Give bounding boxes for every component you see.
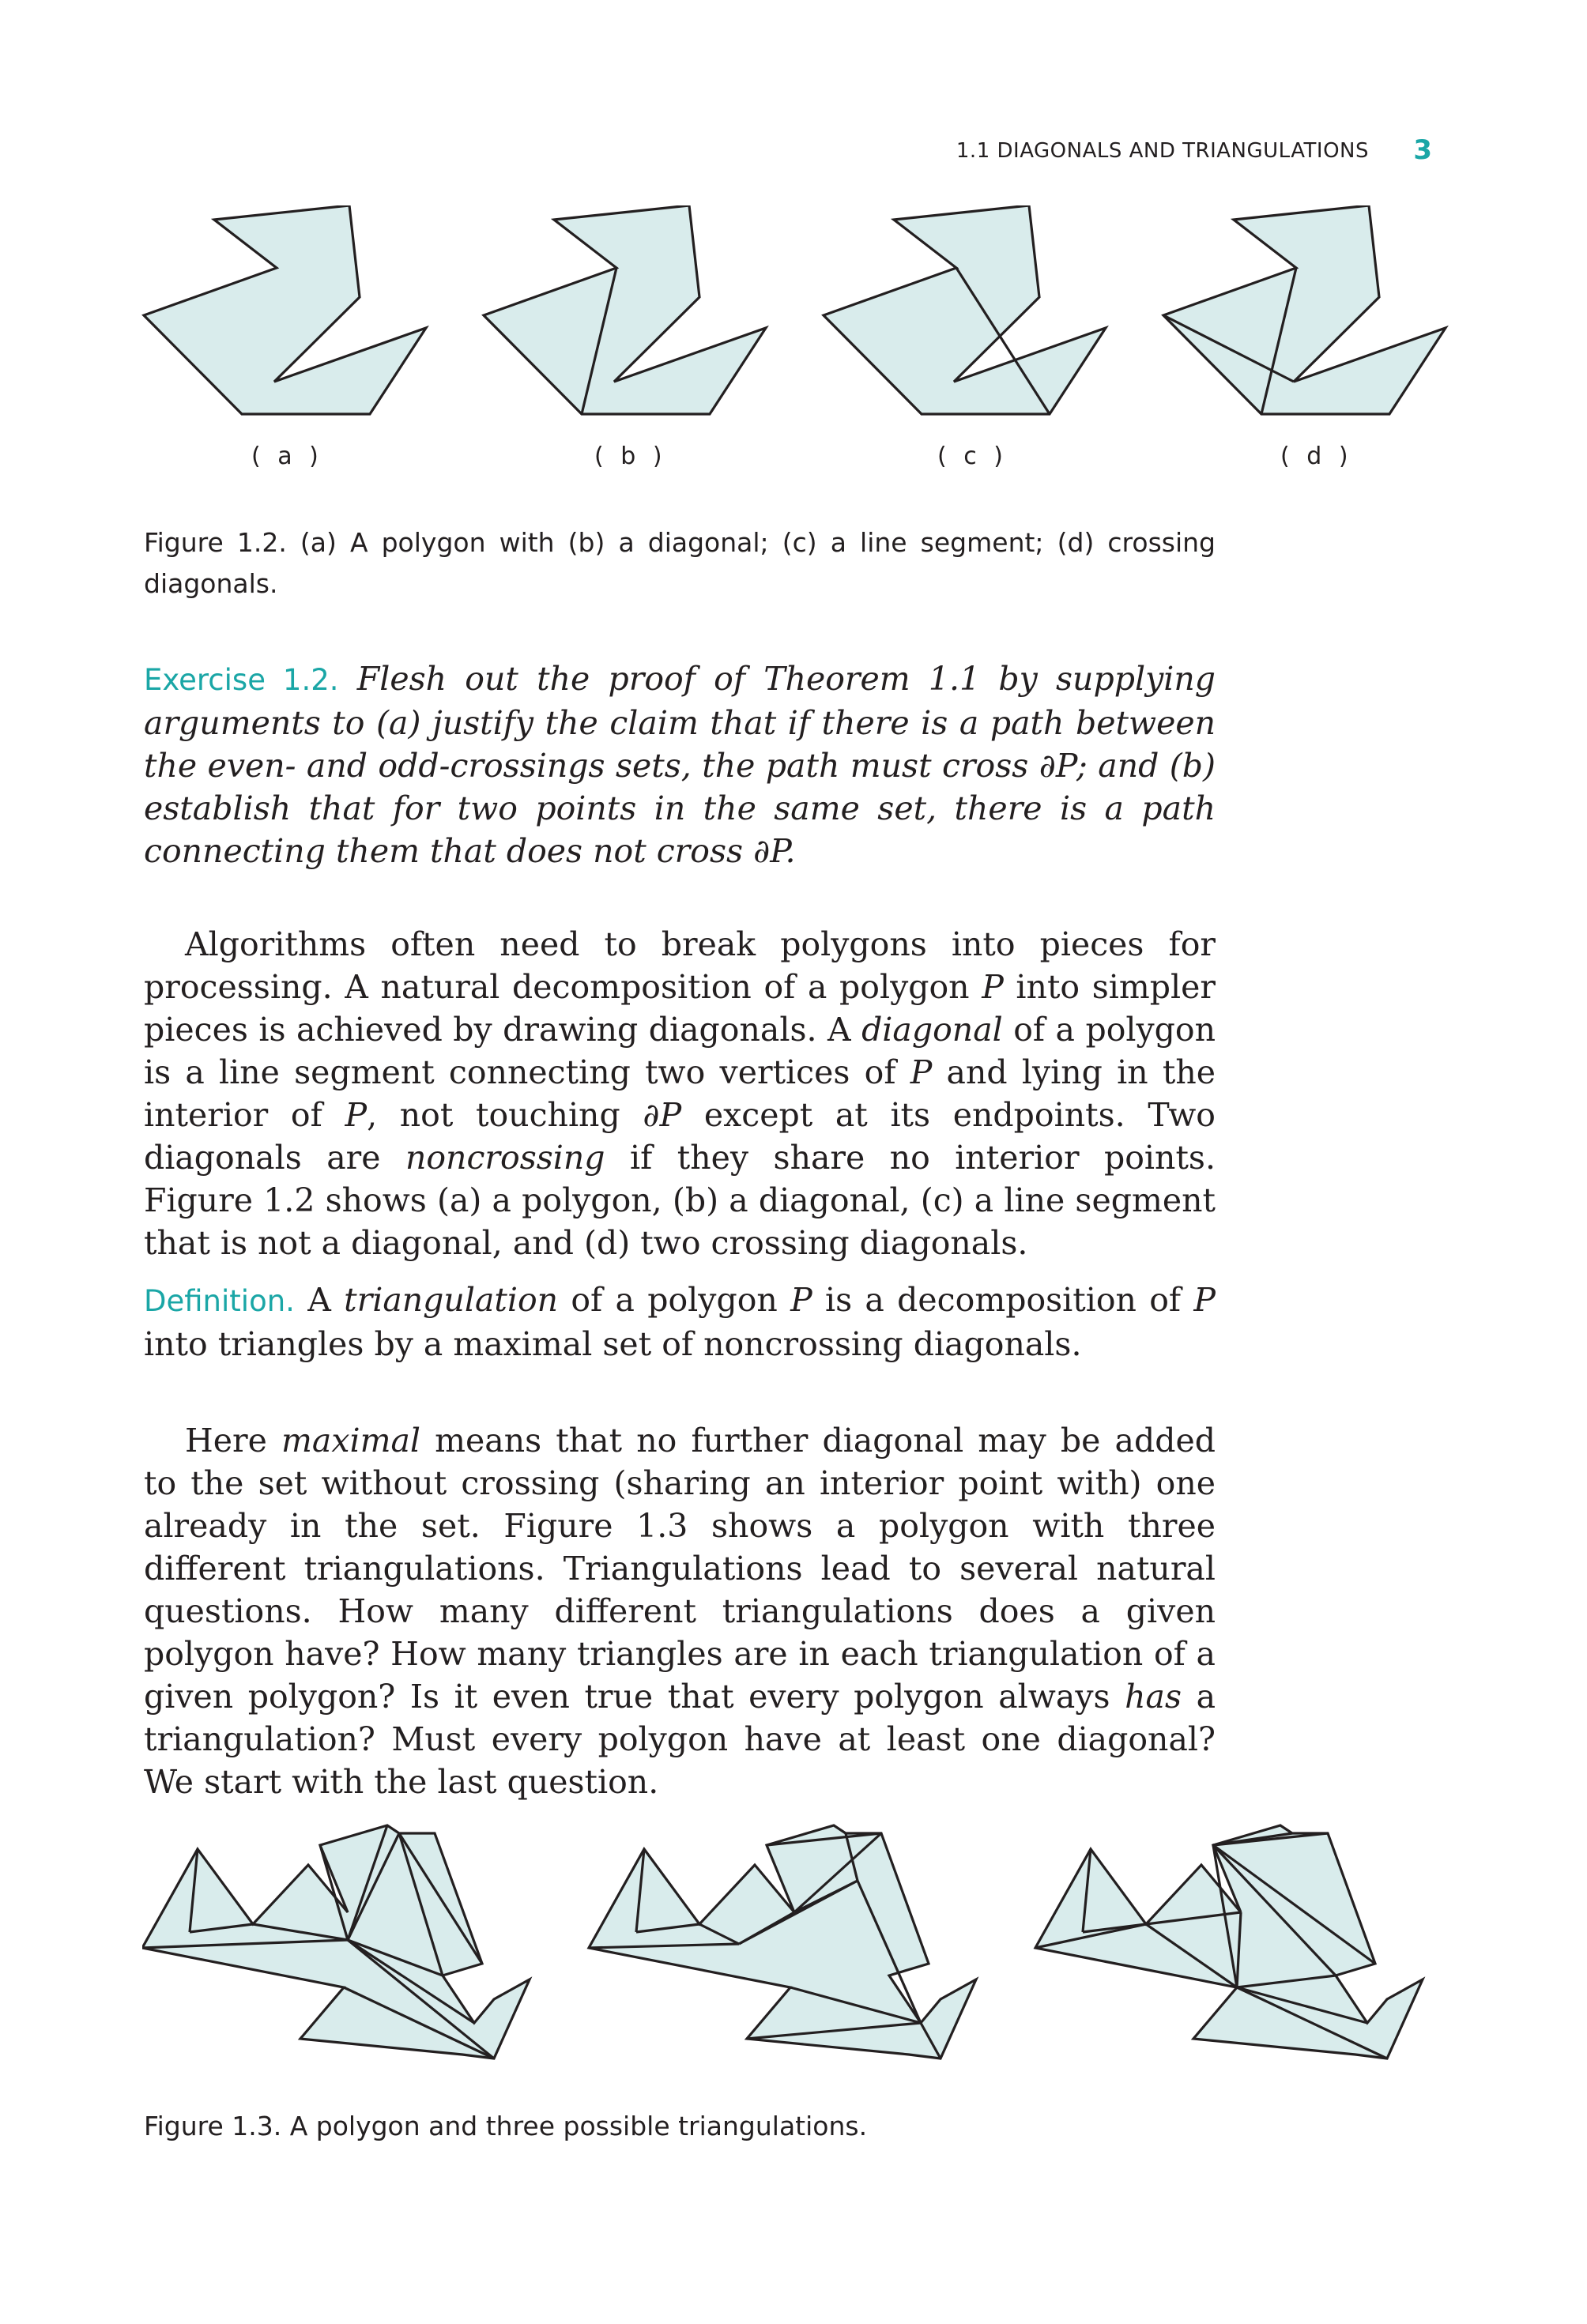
term-triangulation: triangulation	[344, 1281, 559, 1319]
text-run: is a decomposition of	[812, 1281, 1194, 1319]
text-run: except at its endpoints. Two diagonals are	[144, 1096, 1216, 1177]
figure-1-2-label-b: ( b )	[594, 443, 667, 470]
exercise-1-2	[144, 657, 1216, 872]
triangulation-3	[1035, 1825, 1423, 2058]
definition-triangulation	[144, 1279, 1216, 1365]
text-run: of a polygon is a line segment connecting two vertices of	[144, 1011, 1216, 1091]
exercise-label: Exercise 1.2.	[144, 663, 339, 697]
math-P: P	[982, 968, 1004, 1006]
triangulation-2	[589, 1825, 976, 2058]
term-maximal: maximal	[281, 1422, 421, 1460]
figure-1-2	[134, 205, 1462, 430]
text-run: Here	[185, 1422, 282, 1460]
polygon-a	[144, 205, 426, 414]
figure-1-2-label-c: ( c )	[937, 443, 1008, 470]
math-boundary-P: ∂P	[643, 1096, 682, 1134]
running-head: 1.1 DIAGONALS AND TRIANGULATIONS	[956, 139, 1369, 163]
paragraph-maximal	[144, 1419, 1216, 1803]
text-run: Algorithms often need to break polygons into pieces for processing. A natural decomposition of a polygon	[144, 925, 1216, 1006]
text-run: if they share no interior points. Figure 1.2 shows (a) a polygon, (b) a diagonal, (c) a line segment that is not a diagonal, and (d) two crossing diagonals.	[144, 1139, 1216, 1262]
exercise-text: Flesh out the proof of Theorem 1.1 by supplying arguments to (a) justify the claim that if there is a path between the even- and odd-crossings sets, the path must cross ∂P; and (b) establish that for two points in the same set, there is a path connecting them that does not cross ∂P.	[144, 660, 1216, 870]
text-run: and lying in the interior of	[144, 1053, 1216, 1134]
math-P: P	[345, 1096, 368, 1134]
text-run: , not touching	[367, 1096, 643, 1134]
paragraph-diagonals	[144, 923, 1216, 1264]
text-run: means that no further diagonal may be added to the set without crossing (sharing an interior point with) one already in the set. Figure 1.3 shows a polygon with three different triangulations. Triangulations lead to several natural questions. How many different triangulations does a given polygon have? How many triangles are in each triangulation of a given polygon? Is it even true that every polygon always	[144, 1422, 1216, 1716]
text-run: into simpler pieces is achieved by drawing diagonals. A	[144, 968, 1216, 1049]
definition-label: Definition.	[144, 1284, 295, 1318]
polygon-d-crossing-diagonals	[1163, 205, 1446, 414]
term-diagonal: diagonal	[861, 1011, 1003, 1049]
figure-1-2-caption: Figure 1.2. (a) A polygon with (b) a diagonal; (c) a line segment; (d) crossing diagonals.	[144, 527, 1216, 599]
triangulation-1	[142, 1825, 530, 2058]
polygon-b-with-diagonal	[484, 205, 766, 414]
figure-1-2-label-d: ( d )	[1280, 443, 1353, 470]
page-number: 3	[1413, 134, 1432, 166]
polygon-c-with-segment	[824, 205, 1106, 414]
figure-1-2-label-a: ( a )	[251, 443, 323, 470]
text-run: of a polygon	[558, 1281, 791, 1319]
term-noncrossing: noncrossing	[405, 1139, 605, 1177]
text-run: a triangulation? Must every polygon have at least one diagonal? We start with the last question.	[144, 1678, 1216, 1801]
math-P: P	[790, 1281, 812, 1319]
math-P: P	[910, 1053, 933, 1091]
math-P: P	[1193, 1281, 1216, 1319]
text-run: A	[294, 1281, 345, 1319]
term-has: has	[1125, 1678, 1182, 1716]
text-run: into triangles by a maximal set of noncrossing diagonals.	[144, 1325, 1082, 1363]
figure-1-3	[142, 1802, 1454, 2074]
figure-1-3-caption: Figure 1.3. A polygon and three possible triangulations.	[144, 2111, 868, 2141]
